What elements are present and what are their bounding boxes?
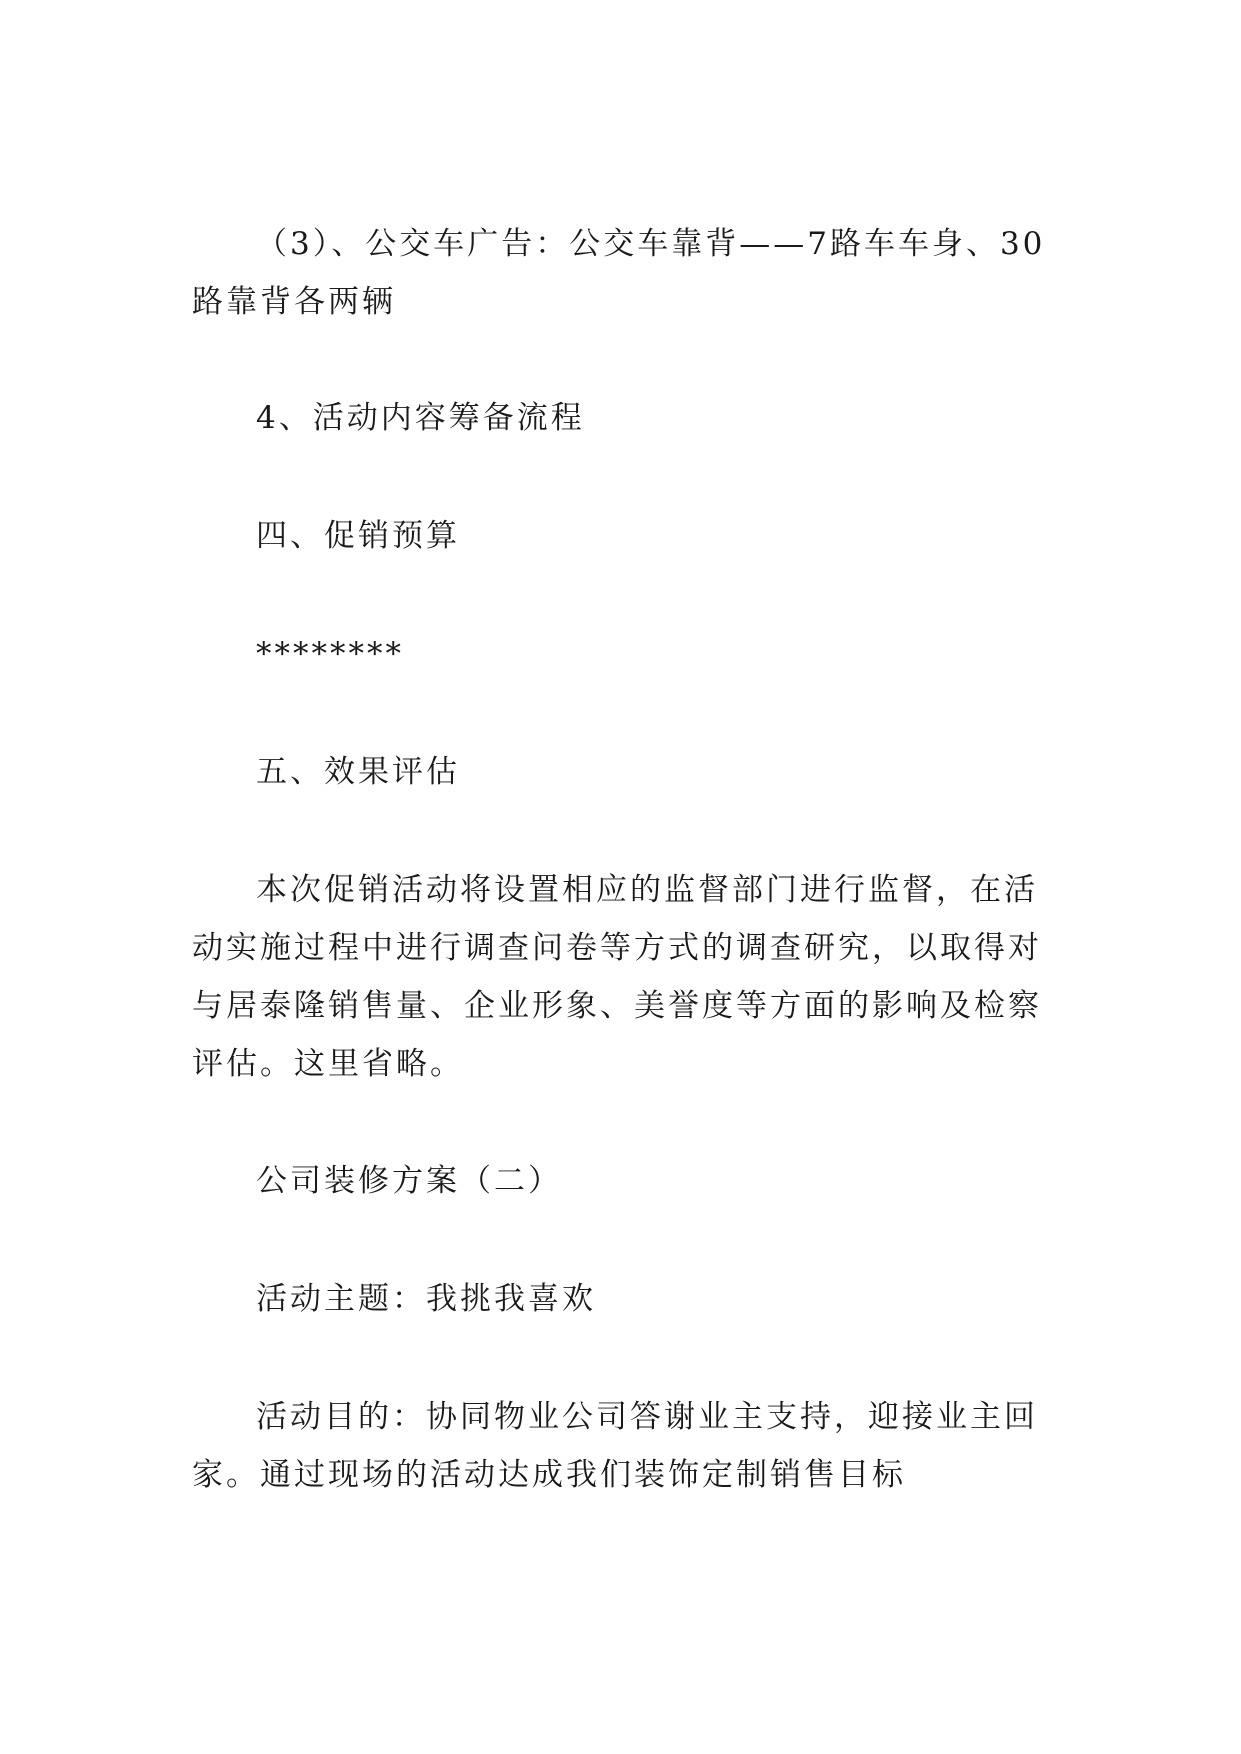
paragraph-activity-theme: 活动主题：我挑我喜欢 [256, 1281, 596, 1317]
heading-promotion-budget: 四、促销预算 [256, 518, 460, 554]
paragraph-redacted: ******** [256, 636, 404, 672]
heading-renovation-plan: 公司装修方案（二） [256, 1163, 562, 1199]
paragraph-bus-advertising: （3）、公交车广告：公交车靠背——7路车车身、30路靠背各两辆 [192, 226, 1046, 320]
paragraph-activity-preparation: 4、活动内容筹备流程 [256, 400, 585, 436]
heading-effect-evaluation: 五、效果评估 [256, 754, 460, 790]
paragraph-evaluation-body: 本次促销活动将设置相应的监督部门进行监督，在活动实施过程中进行调查问卷等方式的调查研究，以取得对与居泰隆销售量、企业形象、美誉度等方面的影响及检察评估。这里省略。 [192, 872, 1042, 1082]
paragraph-activity-purpose: 活动目的：协同物业公司答谢业主支持，迎接业主回家。通过现场的活动达成我们装饰定制销售目标 [192, 1399, 1038, 1493]
